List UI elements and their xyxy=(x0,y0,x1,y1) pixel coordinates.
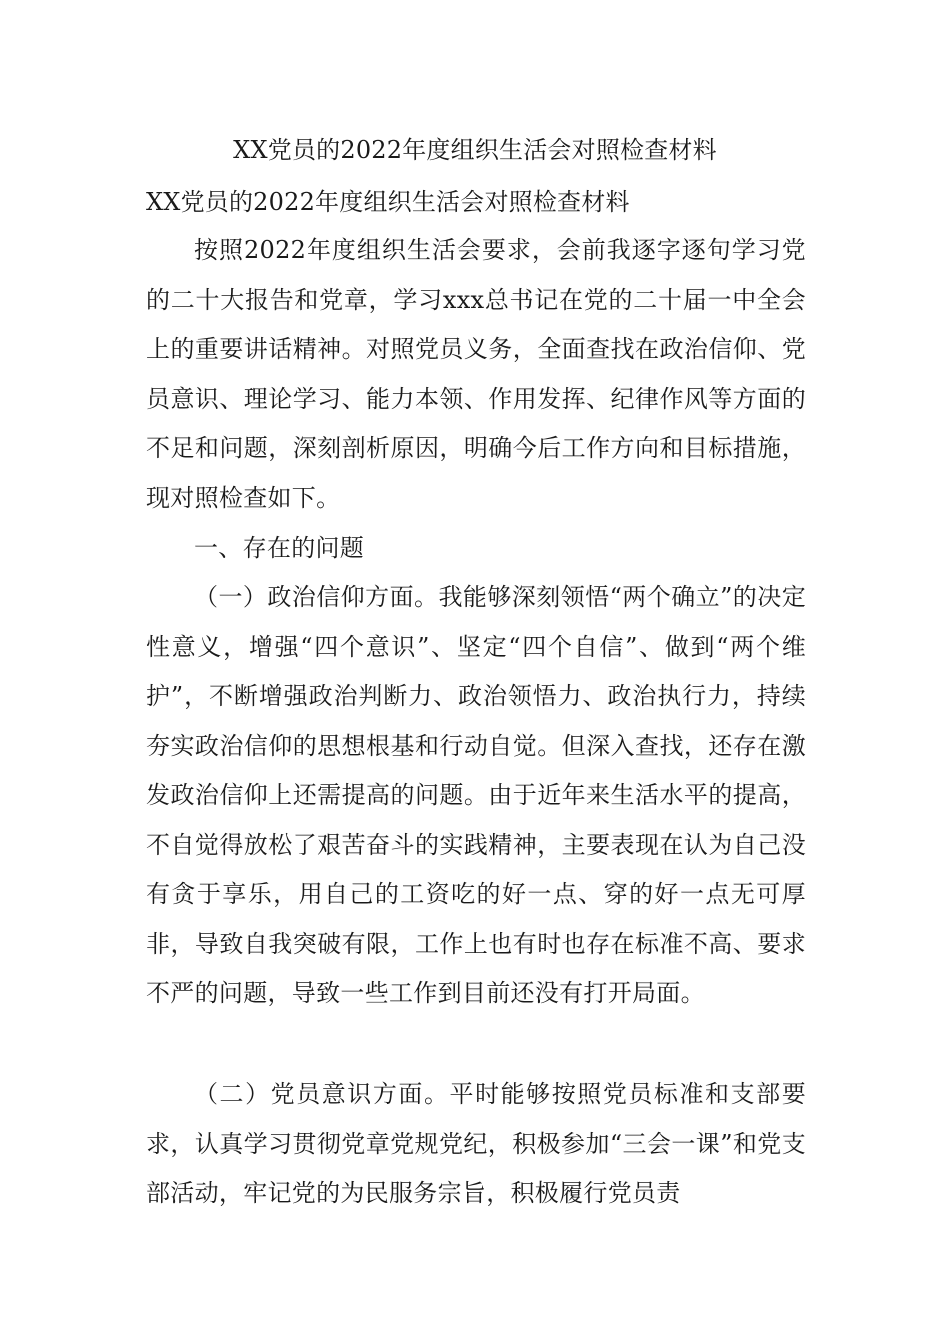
intro-paragraph-block xyxy=(146,226,806,523)
section-heading: 一、存在的问题 xyxy=(194,534,365,562)
political-belief-paragraph: （一）政治信仰方面。我能够深刻领悟“两个确立”的决定性意义，增强“四个意识”、坚定“四个自信”、做到“两个维护”，不断增强政治判断力、政治领悟力、政治执行力，持续夯实政治信仰的思想根基和行动自觉。但深入查找，还存在激发政治信仰上还需提高的问题。由于近年来生活水平的提高，不自觉得放松了艰苦奋斗的实践精神，主要表现在认为自己没有贪于享乐，用自己的工资吃的好一点、穿的好一点无可厚非，导致自我突破有限，工作上也有时也存在标准不高、要求不严的问题，导致一些工作到目前还没有打开局面。 xyxy=(146,583,806,1007)
intro-paragraph: 按照2022年度组织生活会要求，会前我逐字逐句学习党的二十大报告和党章，学习xxx总书记在党的二十届一中全会上的重要讲话精神。对照党员义务，全面查找在政治信仰、党员意识、理论学习、能力本领、作用发挥、纪律作风等方面的不足和问题，深刻剖析原因，明确今后工作方向和目标措施，现对照检查如下。 xyxy=(146,236,806,512)
document-subtitle: XX党员的2022年度组织生活会对照检查材料 xyxy=(146,188,630,216)
section-heading-block xyxy=(146,524,806,574)
party-awareness-paragraph: （二）党员意识方面。平时能够按照党员标准和支部要求，认真学习贯彻党章党规党纪，积极参加“三会一课”和党支部活动，牢记党的为民服务宗旨，积极履行党员责 xyxy=(146,1080,806,1207)
political-belief-paragraph-block xyxy=(146,573,806,1019)
document-title: XX党员的2022年度组织生活会对照检查材料 xyxy=(233,136,717,164)
party-awareness-paragraph-block xyxy=(146,1070,806,1219)
